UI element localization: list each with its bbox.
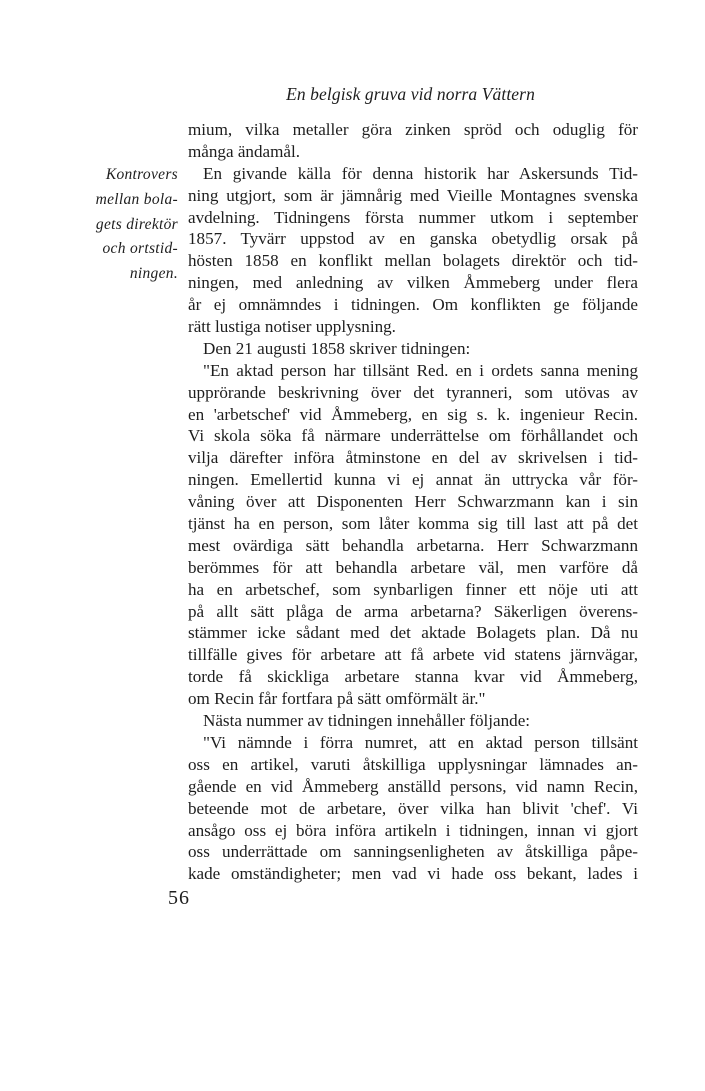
text-line: stämmer icke sådant med det aktade Bolagets plan. Då nu <box>188 623 638 643</box>
text-line: "En aktad person har tillsänt Red. en i ordets sanna mening <box>203 360 638 380</box>
text-line: berömmes för att behandla arbetare väl, men varföre då <box>188 557 638 577</box>
page-number: 56 <box>168 887 190 909</box>
text-line: oss underrättade om sanningsenligheten av åtskilliga påpe- <box>188 842 638 862</box>
text-line: 1857. Tyvärr uppstod av en ganska obetydlig orsak på <box>188 229 638 249</box>
margin-note-line: mellan bola- <box>95 190 178 208</box>
running-head: En belgisk gruva vid norra Vättern <box>286 84 535 104</box>
text-line: hösten 1858 en konflikt mellan bolagets direktör och tid- <box>188 251 638 271</box>
margin-note-line: Kontrovers <box>105 166 178 183</box>
text-line: ningen, med anledning av vilken Åmmeberg under flera <box>188 273 638 293</box>
text-line: många ändamål. <box>188 141 301 161</box>
text-line: ansågo oss ej böra införa artikeln i tidningen, innan vi gjort <box>188 820 638 840</box>
text-line: gående en vid Åmmeberg anställd persons, vid namn Recin, <box>188 776 638 796</box>
margin-note-line: och ortstid- <box>102 240 178 258</box>
text-line: om Recin får fortfara på sätt omförmält är." <box>188 689 486 709</box>
text-line: tillfälle gives för arbetare att få arbete vid statens järnvägar, <box>188 645 638 665</box>
text-line: "Vi nämnde i förra numret, att en aktad person tillsänt <box>203 732 638 752</box>
text-line: en 'arbetschef' vid Åmmeberg, en sig s. k. ingenieur Recin. <box>188 404 638 424</box>
margin-note-line: gets direktör <box>95 215 178 233</box>
margin-note-line: ningen. <box>129 265 178 283</box>
text-line: kade omständigheter; men vad vi hade oss bekant, lades i <box>188 864 638 884</box>
body-text <box>188 119 638 885</box>
text-line: ning utgjort, som är jämnårig med Vieille Montagnes svenska <box>188 185 638 205</box>
text-line: oss en artikel, varuti åtskilliga upplysningar lämnades an- <box>188 754 638 774</box>
text-line: Nästa nummer av tidningen innehåller följande: <box>203 711 531 731</box>
text-line: ningen. Emellertid kunna vi ej annat än uttrycka vår för- <box>188 470 638 490</box>
text-line: våning över att Disponenten Herr Schwarzmann kan i sin <box>188 492 638 512</box>
text-line: på allt sätt plåga de arma arbetarna? Säkerligen överens- <box>188 601 638 621</box>
text-line: mium, vilka metaller göra zinken spröd och oduglig för <box>188 120 638 139</box>
text-line: torde få skickliga arbetare stanna kvar vid Åmmeberg, <box>188 667 638 687</box>
margin-note <box>50 163 178 287</box>
text-line: avdelning. Tidningens första nummer utkom i september <box>188 207 638 227</box>
text-line: Vi skola söka få närmare underrättelse om förhållandet och <box>188 426 638 446</box>
text-line: mest ovärdiga sätt behandla arbetarna. Herr Schwarzmann <box>188 535 638 555</box>
text-line: vilja därefter införa åtminstone en del av skrivelsen i tid- <box>188 448 638 468</box>
text-line: år ej omnämndes i tidningen. Om konflikten ge följande <box>188 295 638 315</box>
text-line: En givande källa för denna historik har Askersunds Tid- <box>203 163 638 183</box>
text-line: rätt lustiga notiser upplysning. <box>188 317 396 337</box>
text-line: beteende mot de arbetare, över vilka han blivit 'chef'. Vi <box>188 798 638 818</box>
text-line: Den 21 augusti 1858 skriver tidningen: <box>203 338 471 358</box>
text-line: tjänst ha en person, som låter komma sig till last att på det <box>188 514 638 534</box>
text-line: upprörande beskrivning över det tyranneri, som utövas av <box>188 382 638 402</box>
text-line: ha en arbetschef, som synbarligen finner ett nöje uti att <box>188 579 638 599</box>
